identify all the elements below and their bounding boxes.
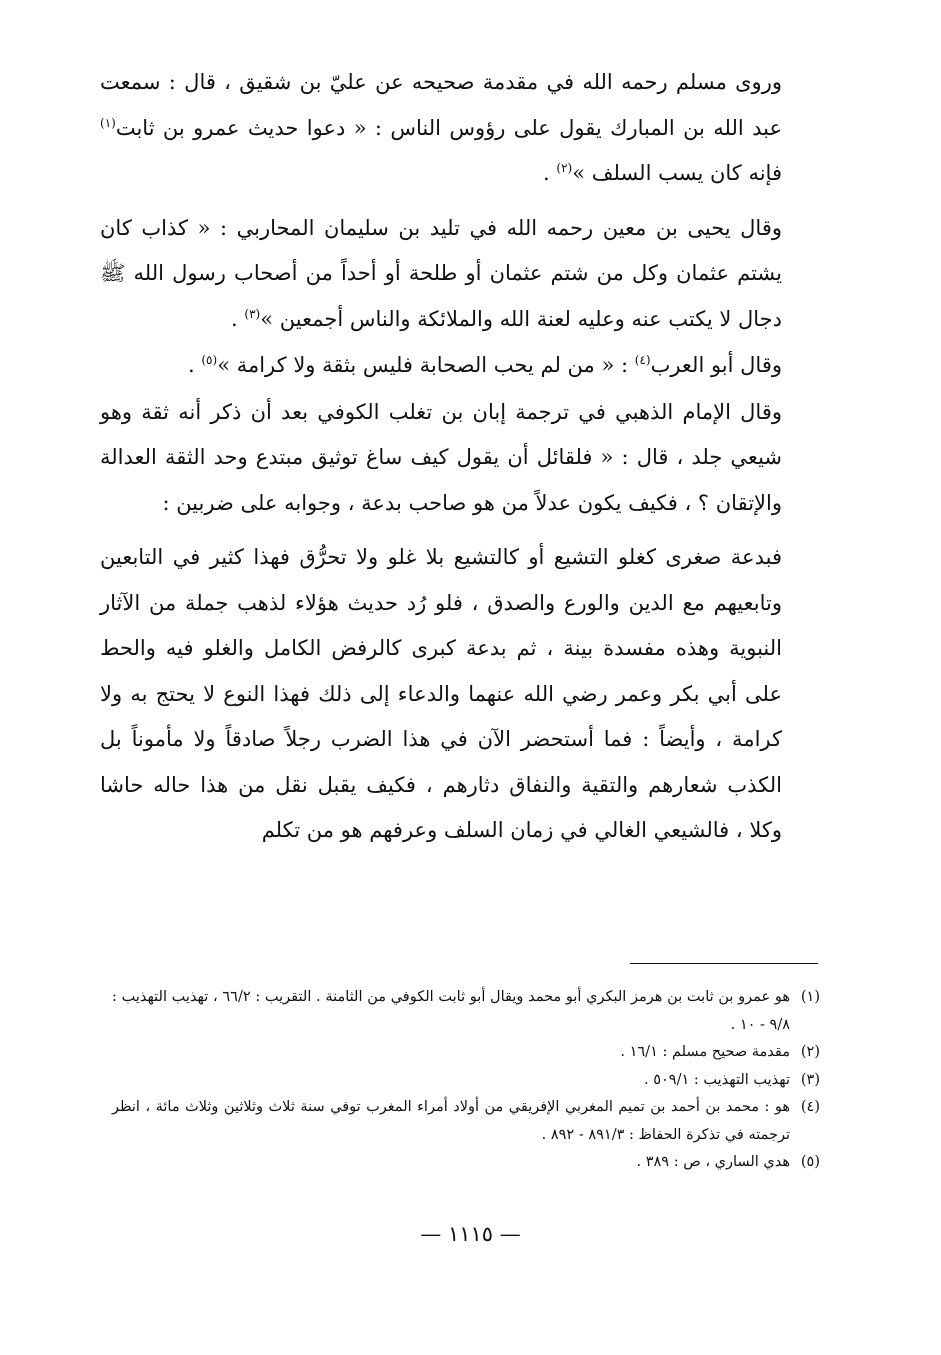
paragraph-4-text: وقال الإمام الذهبي في ترجمة إبان بن تغلب الكوفي بعد أن ذكر أنه ثقة وهو شيعي جلد ، قال : « فلقائل أن يقول كيف ساغ توثيق مبتدع وحد الثقة العدالة والإتقان ؟ ، فكيف يكون عدلاً من هو صاحب بدعة ، وجوابه على ضربين : (100, 399, 782, 515)
footnote-4 (112, 1094, 820, 1149)
footnote-number: (٣) (800, 1071, 820, 1088)
paragraph-2-end: . (231, 306, 245, 331)
footnote-ref-2[interactable]: (٢) (556, 161, 573, 175)
footnote-ref-3[interactable]: (٣) (244, 306, 261, 321)
footnote-text: هو عمرو بن ثابت بن هرمز البكري أبو محمد ويقال أبو ثابت الكوفي من الثامنة . التقريب : ٦٦/٢ ، تهذيب التهذيب : ٩/٨ - ١٠ . (112, 989, 790, 1033)
footnote-number: (١) (800, 989, 820, 1005)
footnote-ref-4[interactable]: (٤) (634, 353, 651, 367)
footnote-ref-1[interactable]: (١) (100, 115, 116, 130)
paragraph-2 (100, 206, 818, 343)
footnote-2 (112, 1039, 820, 1067)
paragraph-3-text-2: : « من لم يحب الصحابة فليس بثقة ولا كرامة » (217, 353, 635, 377)
body-text (100, 60, 818, 854)
footnotes (112, 984, 820, 1177)
footnote-text: هو : محمد بن أحمد بن تميم المغربي الإفريقي من أولاد أمراء المغرب توفي سنة ثلاث وثلاثين وثلاث مائة ، انظر ترجمته في تذكرة الحفاظ : ٨٩١/٣ - ٨٩٢ . (112, 1099, 790, 1143)
paragraph-4 (100, 390, 818, 527)
paragraph-3-end: . (188, 353, 202, 377)
paragraph-5 (100, 535, 818, 854)
paragraph-1 (100, 60, 818, 197)
paragraph-1-text-2: فإنه كان يسب السلف » (572, 161, 782, 185)
paragraph-5-text: فبدعة صغرى كغلو التشيع أو كالتشيع بلا غلو ولا تحرُّق فهذا كثير في التابعين وتابعيهم مع الدين والورع والصدق ، فلو رُد حديث هؤلاء لذهب جملة من الآثار النبوية وهذه مفسدة بينة ، ثم بدعة كبرى كالرفض الكامل والغلو فيه والحط على أبي بكر وعمر رضي الله عنهما والدعاء إلى ذلك فهذا النوع لا يحتج به ولا كرامة ، وأيضاً : فما أستحضر الآن في هذا الضرب رجلاً صادقاً ولا مأموناً بل الكذب شعارهم والتقية والنفاق دثارهم ، فكيف يقبل نقل من هذا حاله حاشا وكلا ، فالشيعي الغالي في زمان السلف وعرفهم هو من تكلم (100, 545, 782, 842)
footnote-number: (٢) (800, 1044, 820, 1060)
footnote-3 (112, 1067, 820, 1095)
footnote-number: (٤) (800, 1099, 820, 1115)
main-text (100, 60, 818, 854)
footnote-separator (630, 963, 818, 964)
page-number: — ١١١٥ — (420, 1222, 521, 1246)
footnote-5 (112, 1149, 820, 1177)
footnote-number: (٥) (800, 1154, 820, 1170)
footnote-text: هدي الساري ، ص : ٣٨٩ . (636, 1154, 790, 1170)
paragraph-1-text: وروى مسلم رحمه الله في مقدمة صحيحه عن عليّ بن شقيق ، قال : سمعت عبد الله بن المبارك يقول على رؤوس الناس : « دعوا حديث عمرو بن ثابت (100, 70, 782, 140)
footnote-text: مقدمة صحيح مسلم : ١٦/١ . (620, 1044, 790, 1060)
footnote-1 (112, 984, 820, 1039)
paragraph-3-text: وقال أبو العرب (650, 353, 782, 377)
footnote-ref-5[interactable]: (٥) (201, 353, 218, 367)
paragraph-3 (100, 343, 818, 389)
footnote-text: تهذيب التهذيب : ٥٠٩/١ . (644, 1071, 790, 1088)
paragraph-2-text: وقال يحيى بن معين رحمه الله في تليد بن سليمان المحاربي : « كذاب كان يشتم عثمان وكل من شتم عثمان أو طلحة أو أحداً من أصحاب رسول الله ﷺ دجال لا يكتب عنه وعليه لعنة الله والملائكة والناس أجمعين » (100, 215, 782, 331)
paragraph-1-end: . (543, 161, 557, 185)
